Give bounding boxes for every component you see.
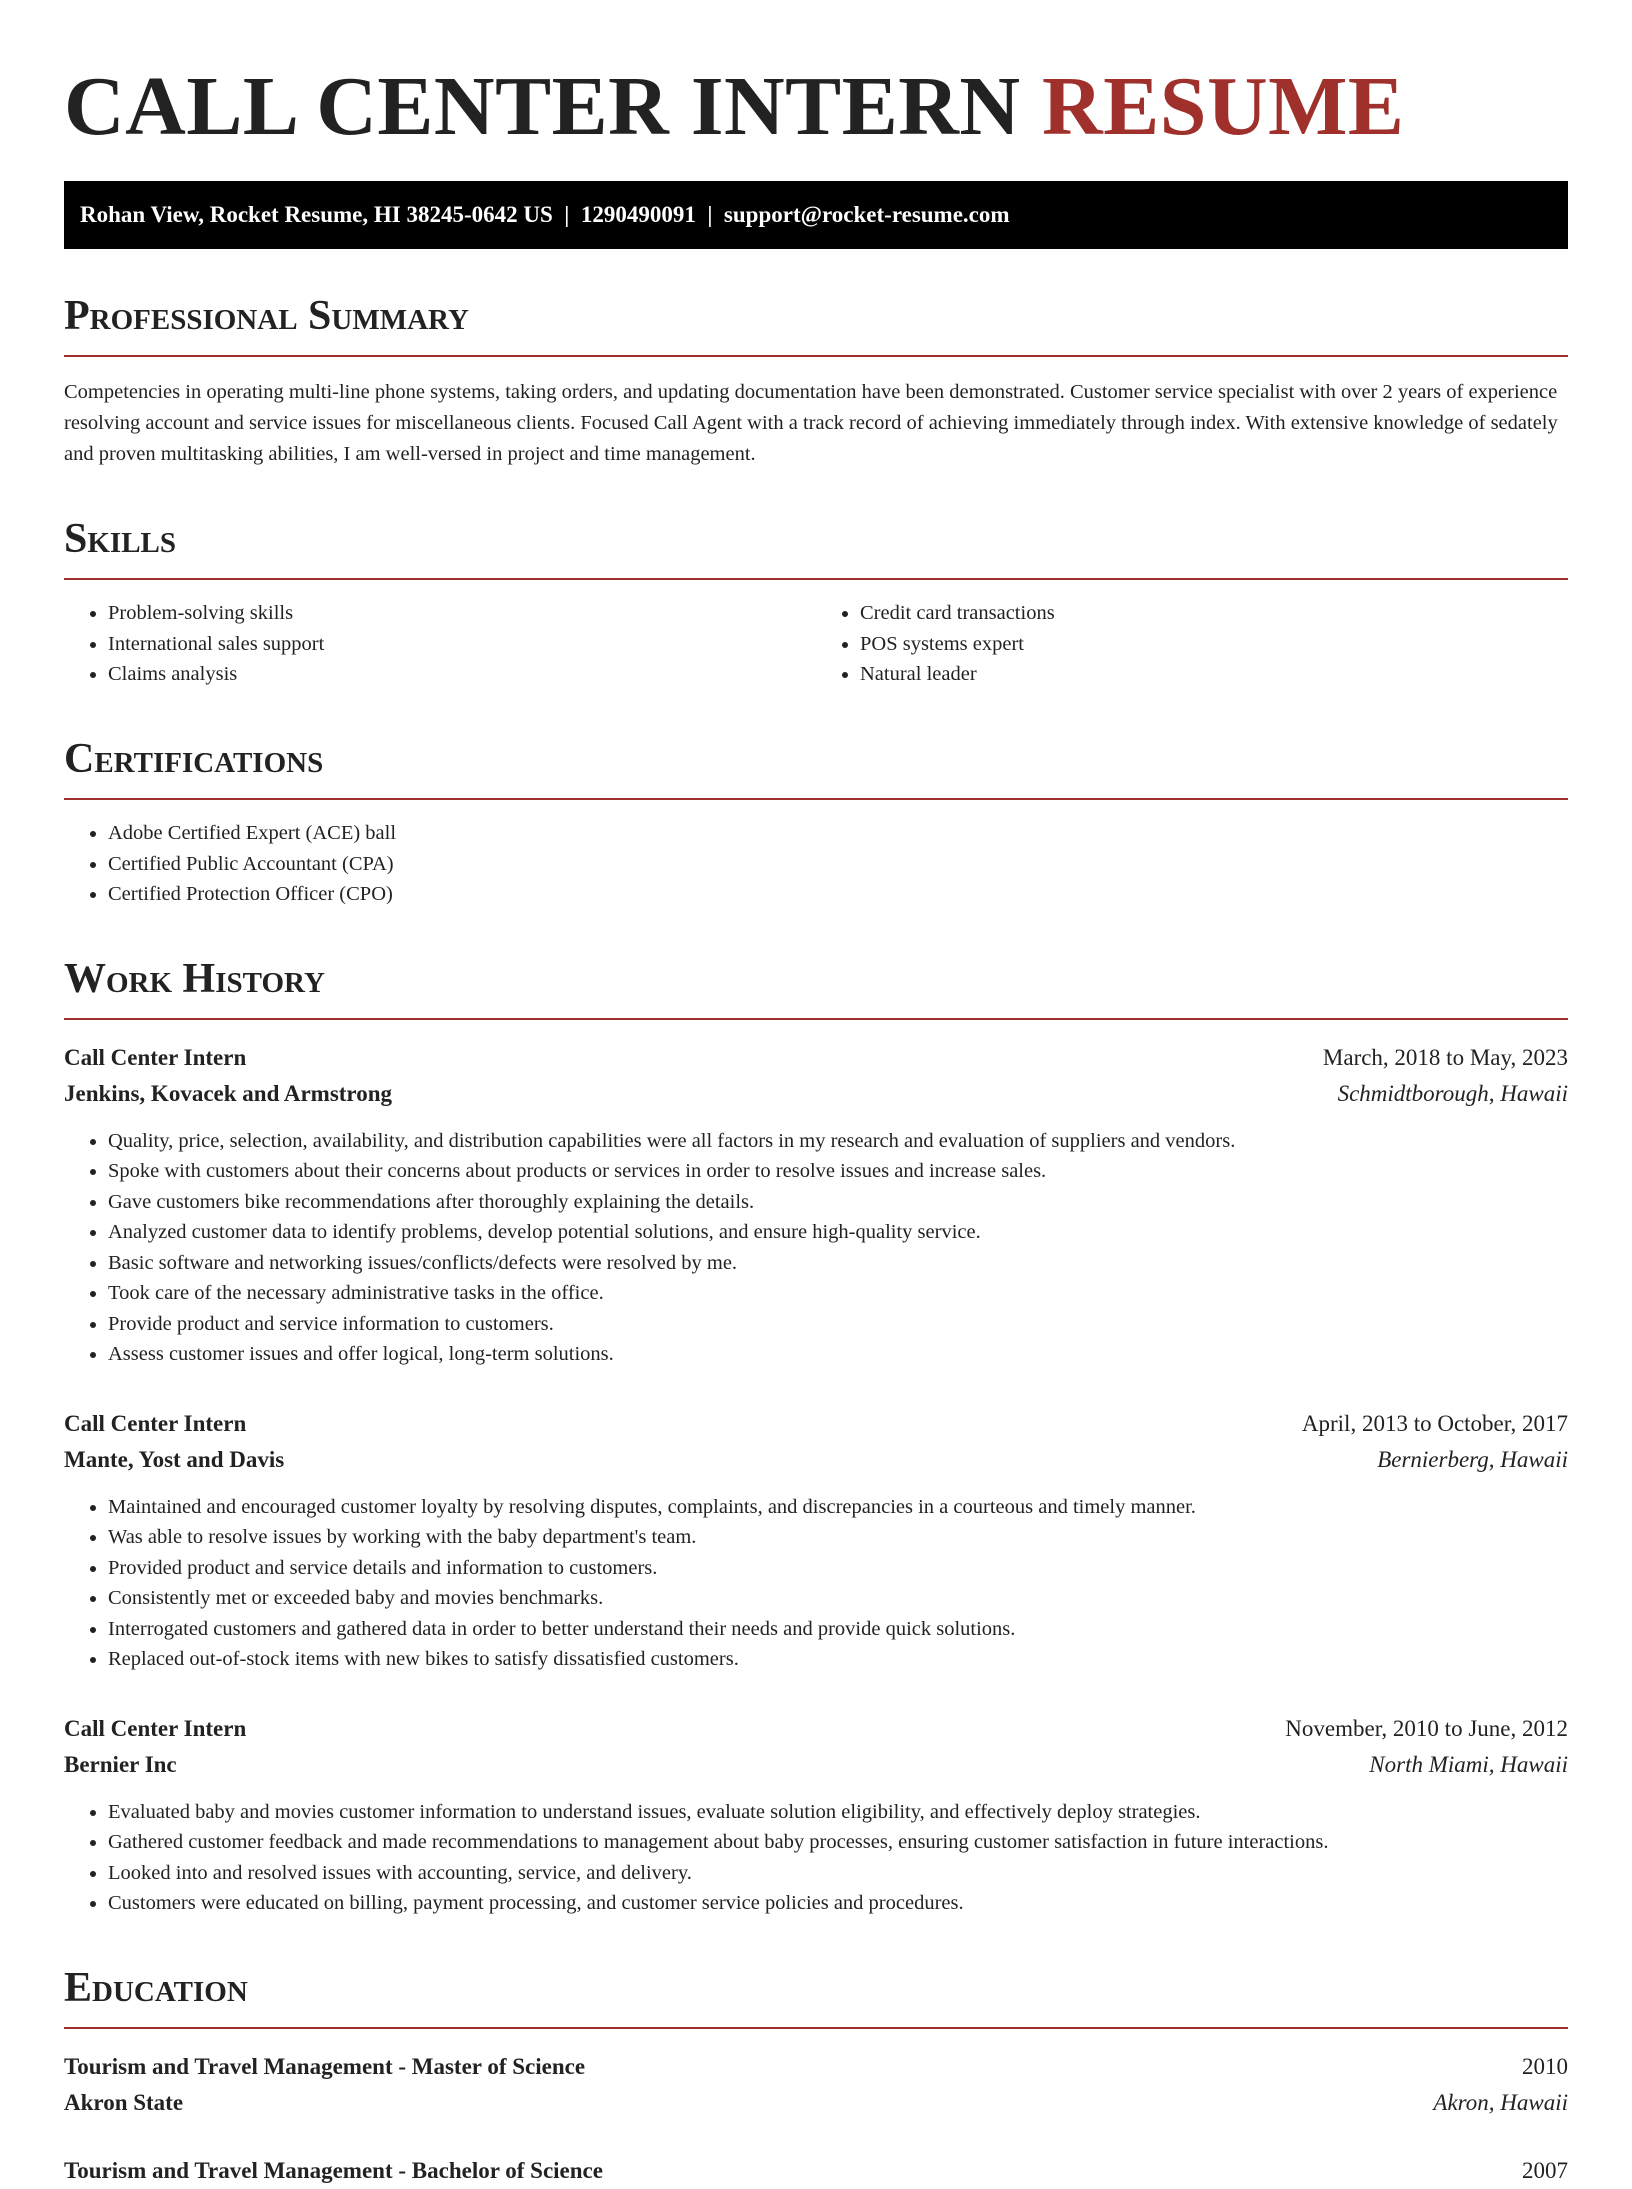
- job-title: Call Center Intern: [64, 1044, 247, 1070]
- skill-item: • Credit card transactions: [860, 598, 1568, 629]
- job-bullets: [64, 1126, 1568, 1370]
- job-bullet: • Looked into and resolved issues with accounting, service, and delivery.: [108, 1858, 1568, 1889]
- job-bullet: • Basic software and networking issues/conflicts/defects were resolved by me.: [108, 1248, 1568, 1279]
- job-bullets: [64, 1492, 1568, 1675]
- job-location: North Miami, Hawaii: [1369, 1751, 1568, 1777]
- title-main: CALL CENTER INTERN: [64, 60, 1043, 153]
- skills-grid: [64, 580, 1568, 690]
- education-entry: [64, 2049, 1568, 2121]
- education-section: [64, 1965, 1568, 2189]
- contact-bar: Rohan View, Rocket Resume, HI 38245-0642 US | 1290490091 | support@rocket-resume.com: [64, 181, 1568, 249]
- skill-item: • International sales support: [108, 629, 816, 660]
- job-bullet: • Customers were educated on billing, payment processing, and customer service policies and procedures.: [108, 1888, 1568, 1919]
- job-company: Jenkins, Kovacek and Armstrong: [64, 1080, 393, 1106]
- skills-list-left: [64, 598, 816, 690]
- job-bullet: • Was able to resolve issues by working with the baby department's team.: [108, 1522, 1568, 1553]
- job-header-row: [64, 1040, 1568, 1076]
- job-bullet: • Took care of the necessary administrative tasks in the office.: [108, 1278, 1568, 1309]
- job-title: Call Center Intern: [64, 1715, 247, 1741]
- job-company-row: [64, 1076, 1568, 1112]
- job-dates: April, 2013 to October, 2017: [1301, 1410, 1568, 1436]
- skill-item: • Problem-solving skills: [108, 598, 816, 629]
- job-entry: [64, 1711, 1568, 1919]
- job-dates: November, 2010 to June, 2012: [1285, 1715, 1568, 1741]
- work-history-section: [64, 956, 1568, 1919]
- job-bullet: • Evaluated baby and movies customer information to understand issues, evaluate solution eligibility, and effectively deploy strategies.: [108, 1797, 1568, 1828]
- job-bullet: • Replaced out-of-stock items with new bikes to satisfy dissatisfied customers.: [108, 1644, 1568, 1675]
- skill-item: • Claims analysis: [108, 659, 816, 690]
- job-bullet: • Spoke with customers about their concerns about products or services in order to resolve issues and increase sales.: [108, 1156, 1568, 1187]
- certifications-list: [64, 818, 1568, 910]
- job-bullet: • Provided product and service details and information to customers.: [108, 1553, 1568, 1584]
- job-bullet: • Assess customer issues and offer logical, long-term solutions.: [108, 1339, 1568, 1370]
- resume-title: [64, 54, 1568, 159]
- job-title: Call Center Intern: [64, 1410, 247, 1436]
- summary-text: Competencies in operating multi-line phone systems, taking orders, and updating documentation have been demonstrated. Customer service specialist with over 2 years of experience resolving account and service issues for miscellaneous clients. Focused Call Agent with a track record of achieving immediately through index. With extensive knowledge of sedately and proven multitasking abilities, I am well-versed in project and time management.: [64, 381, 1558, 466]
- job-company-row: [64, 1747, 1568, 1783]
- job-bullets: [64, 1797, 1568, 1919]
- job-header-row: [64, 1406, 1568, 1442]
- skill-item: • POS systems expert: [860, 629, 1568, 660]
- certifications-heading: Certifications: [64, 736, 1568, 800]
- job-company: Bernier Inc: [64, 1751, 177, 1777]
- job-bullet: • Maintained and encouraged customer loyalty by resolving disputes, complaints, and discrepancies in a courteous and timely manner.: [108, 1492, 1568, 1523]
- education-degree: Tourism and Travel Management - Bachelor of Science: [64, 2157, 603, 2183]
- job-bullet: • Consistently met or exceeded baby and movies benchmarks.: [108, 1583, 1568, 1614]
- education-header-row: [64, 2049, 1568, 2085]
- education-year: 2010: [1522, 2053, 1568, 2079]
- skills-section: [64, 516, 1568, 690]
- skills-list-right: [816, 598, 1568, 690]
- summary-heading: Professional Summary: [64, 293, 1568, 357]
- job-location: Schmidtborough, Hawaii: [1337, 1080, 1568, 1106]
- job-company: Mante, Yost and Davis: [64, 1446, 285, 1472]
- job-header-row: [64, 1711, 1568, 1747]
- job-entry: [64, 1040, 1568, 1370]
- job-bullet: • Quality, price, selection, availability, and distribution capabilities were all factors in my research and evaluation of suppliers and vendors.: [108, 1126, 1568, 1157]
- summary-section: [64, 293, 1568, 470]
- certification-item: • Adobe Certified Expert (ACE) ball: [108, 818, 1568, 849]
- skills-heading: Skills: [64, 516, 1568, 580]
- certification-item: • Certified Public Accountant (CPA): [108, 849, 1568, 880]
- job-bullet: • Gathered customer feedback and made recommendations to management about baby processes, ensuring customer satisfaction in future interactions.: [108, 1827, 1568, 1858]
- job-bullet: • Analyzed customer data to identify problems, develop potential solutions, and ensure high-quality service.: [108, 1217, 1568, 1248]
- education-location: Akron, Hawaii: [1433, 2089, 1568, 2115]
- job-bullet: • Interrogated customers and gathered data in order to better understand their needs and provide quick solutions.: [108, 1614, 1568, 1645]
- job-bullet: • Provide product and service information to customers.: [108, 1309, 1568, 1340]
- job-company-row: [64, 1442, 1568, 1478]
- certifications-section: [64, 736, 1568, 910]
- work-history-heading: Work History: [64, 956, 1568, 1020]
- education-entry: [64, 2153, 1568, 2189]
- education-heading: Education: [64, 1965, 1568, 2029]
- job-entry: [64, 1406, 1568, 1675]
- job-dates: March, 2018 to May, 2023: [1322, 1044, 1568, 1070]
- education-header-row: [64, 2153, 1568, 2189]
- job-bullet: • Gave customers bike recommendations after thoroughly explaining the details.: [108, 1187, 1568, 1218]
- education-school: Akron State: [64, 2089, 184, 2115]
- certification-item: • Certified Protection Officer (CPO): [108, 879, 1568, 910]
- job-location: Bernierberg, Hawaii: [1377, 1446, 1568, 1472]
- title-accent: RESUME: [1042, 60, 1405, 153]
- education-year: 2007: [1522, 2157, 1568, 2183]
- skill-item: • Natural leader: [860, 659, 1568, 690]
- education-degree: Tourism and Travel Management - Master of Science: [64, 2053, 586, 2079]
- education-school-row: [64, 2085, 1568, 2121]
